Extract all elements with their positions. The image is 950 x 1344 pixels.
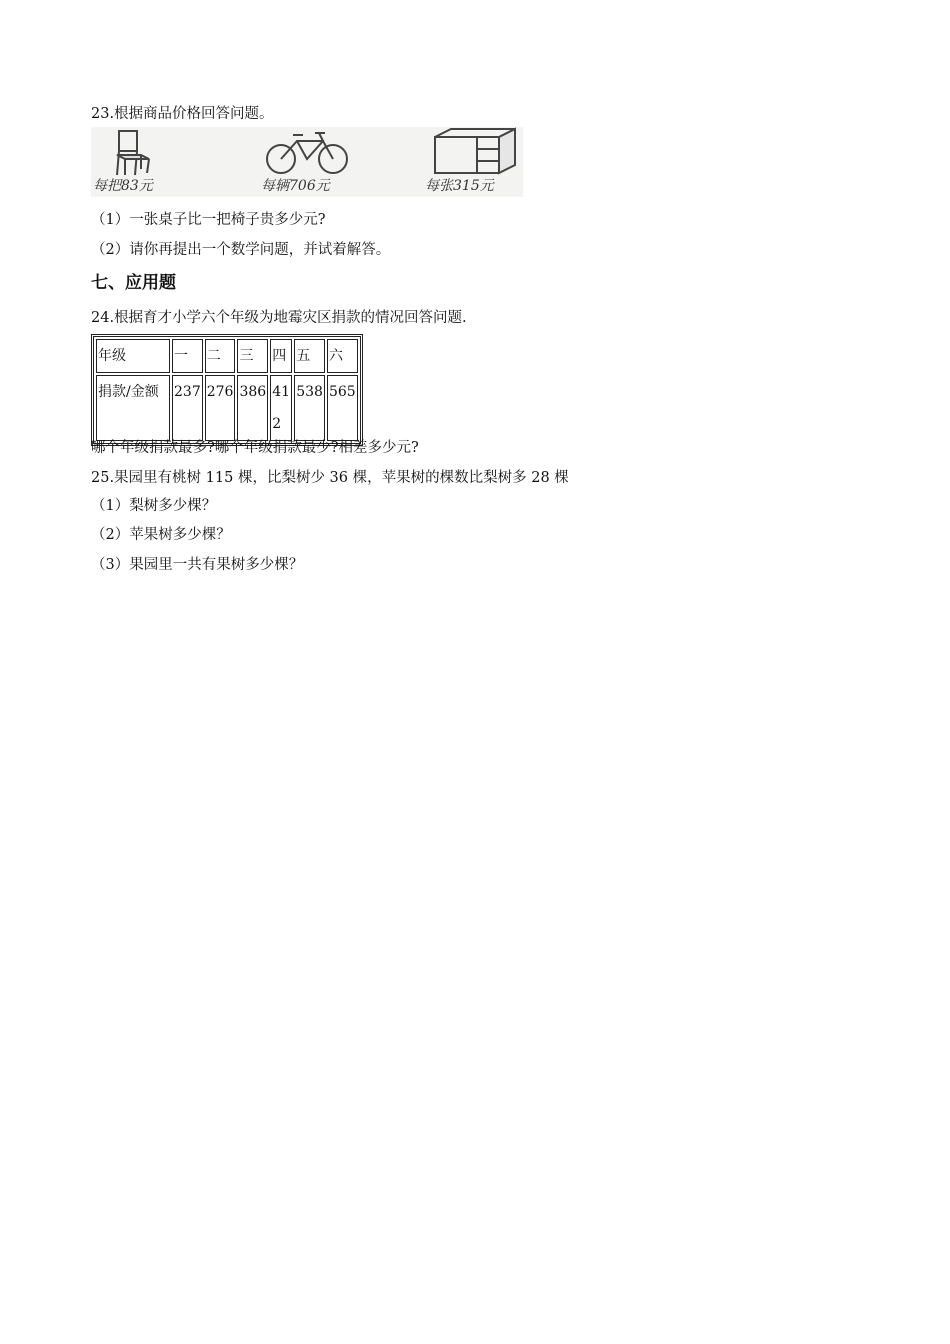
question-25-sub1: （1）梨树多少棵？ [91, 498, 217, 514]
desk-icon [429, 127, 521, 177]
table-cell: 565 [327, 375, 358, 441]
question-24-title: 24.根据育才小学六个年级为地霉灾区捐款的情况回答问题. [91, 310, 467, 326]
question-25-sub2: （2）苹果树多少棵？ [91, 527, 231, 543]
table-cell: 六 [327, 339, 358, 373]
donation-table [91, 334, 363, 446]
question-23-sub1: （1）一张桌子比一把椅子贵多少元? [91, 212, 326, 228]
table-cell: 捐款/金额 [96, 375, 170, 441]
question-23-sub2: （2）请你再提出一个数学问题，并试着解答。 [91, 242, 391, 258]
table-cell [270, 375, 292, 441]
chair-item [91, 127, 231, 197]
table-header-row [96, 339, 358, 373]
table-cell: 一 [172, 339, 203, 373]
table-cell: 四 [270, 339, 292, 373]
question-24-question: 哪个年级捐款最多?哪个年级捐款最少?相差多少元? [91, 440, 419, 456]
table-cell-wrapped: 412 [272, 384, 291, 432]
table-cell: 二 [205, 339, 236, 373]
table-row [96, 375, 358, 441]
question-25-sub3: （3）果园里一共有果树多少棵？ [91, 557, 304, 573]
desk-price-caption: 每张315元 [425, 178, 494, 194]
bicycle-icon [263, 129, 353, 175]
section-heading: 七、应用题 [91, 273, 176, 293]
table-cell: 237 [172, 375, 203, 441]
chair-price-caption: 每把83元 [93, 178, 153, 194]
bicycle-item [251, 127, 391, 197]
table-cell: 年级 [96, 339, 170, 373]
question-25-title: 25.果园里有桃树 115 棵，比梨树少 36 棵，苹果树的棵数比梨树多 28 棵 [91, 470, 569, 486]
table-cell: 三 [237, 339, 268, 373]
chair-icon [105, 129, 165, 177]
table-cell: 386 [237, 375, 268, 441]
table-cell: 五 [294, 339, 325, 373]
bicycle-price-caption: 每辆706元 [261, 178, 330, 194]
table-cell: 276 [205, 375, 236, 441]
price-figure [91, 127, 523, 197]
table-cell: 538 [294, 375, 325, 441]
question-23-title: 23.根据商品价格回答问题。 [91, 106, 274, 122]
desk-item [421, 127, 523, 197]
